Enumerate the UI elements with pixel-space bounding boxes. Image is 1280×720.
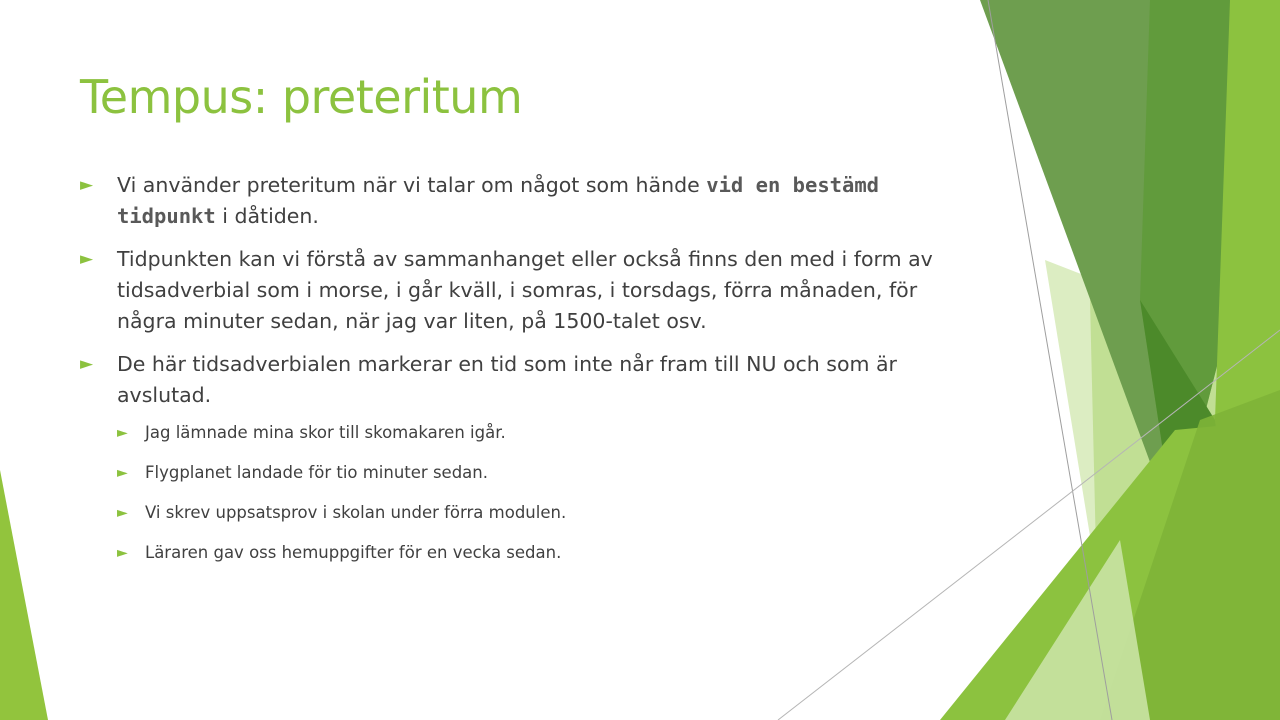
example-text: Flygplanet landade för tio minuter sedan. [145,463,488,482]
bullet-text-before: Vi använder preteritum när vi talar om något som hände [117,173,707,197]
bullet-text: Tidpunkten kan vi förstå av sammanhanget eller också finns den med i form av tidsadverbial som i morse, i går kväll, i somras, i torsdags, förra månaden, för några minuter sedan, när jag var liten, på 1500-talet osv. [117,247,933,333]
arrow-bullet-icon: ► [117,425,128,441]
example-item-4 [103,541,960,565]
example-text: Läraren gav oss hemuppgifter för en vecka sedan. [145,543,562,562]
bullet-highlight: vid en bestämd tidpunkt [117,173,880,228]
page-title: Tempus: preteritum [80,70,523,124]
arrow-bullet-icon: ► [80,354,94,374]
arrow-bullet-icon: ► [117,545,128,561]
arrow-bullet-icon: ► [80,249,94,269]
example-item-3 [103,501,960,525]
example-text: Vi skrev uppsatsprov i skolan under förra modulen. [145,503,567,522]
bullet-list [80,170,960,581]
example-item-1 [103,421,960,445]
bullet-text: De här tidsadverbialen markerar en tid som inte når fram till NU och som är avslutad. [117,352,897,407]
bullet-text-after: i dåtiden. [215,204,319,228]
arrow-bullet-icon: ► [80,175,94,195]
left-accent-shape [0,470,48,720]
bullet-item-2 [80,244,960,337]
bullet-item-1 [80,170,960,232]
example-text: Jag lämnade mina skor till skomakaren igår. [145,423,506,442]
arrow-bullet-icon: ► [117,465,128,481]
bullet-item-3 [80,349,960,411]
arrow-bullet-icon: ► [117,505,128,521]
example-item-2 [103,461,960,485]
